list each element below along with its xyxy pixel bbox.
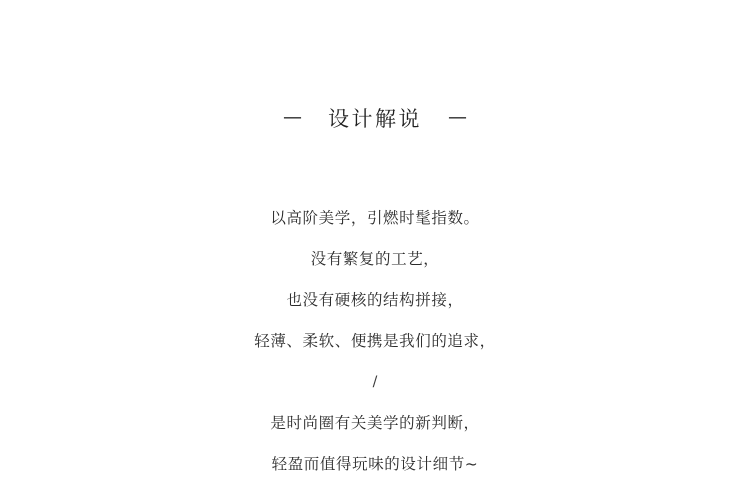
heading-left-dash: — — [283, 106, 302, 128]
section-heading — [0, 108, 750, 130]
heading-right-dash: — — [448, 106, 467, 128]
description-line: 也没有硬核的结构拼接， — [286, 291, 464, 309]
description-line: 轻薄、柔软、便携是我们的追求， — [254, 332, 496, 350]
description-line: 轻盈而值得玩味的设计细节~ — [271, 455, 479, 473]
description-line: 没有繁复的工艺， — [310, 250, 440, 268]
description-body — [0, 198, 750, 485]
description-line: 是时尚圈有关美学的新判断， — [270, 414, 480, 432]
description-line: 以高阶美学，引燃时髦指数。 — [270, 209, 480, 227]
page-title: 设计解说 — [328, 106, 422, 131]
description-separator: / — [372, 374, 378, 390]
